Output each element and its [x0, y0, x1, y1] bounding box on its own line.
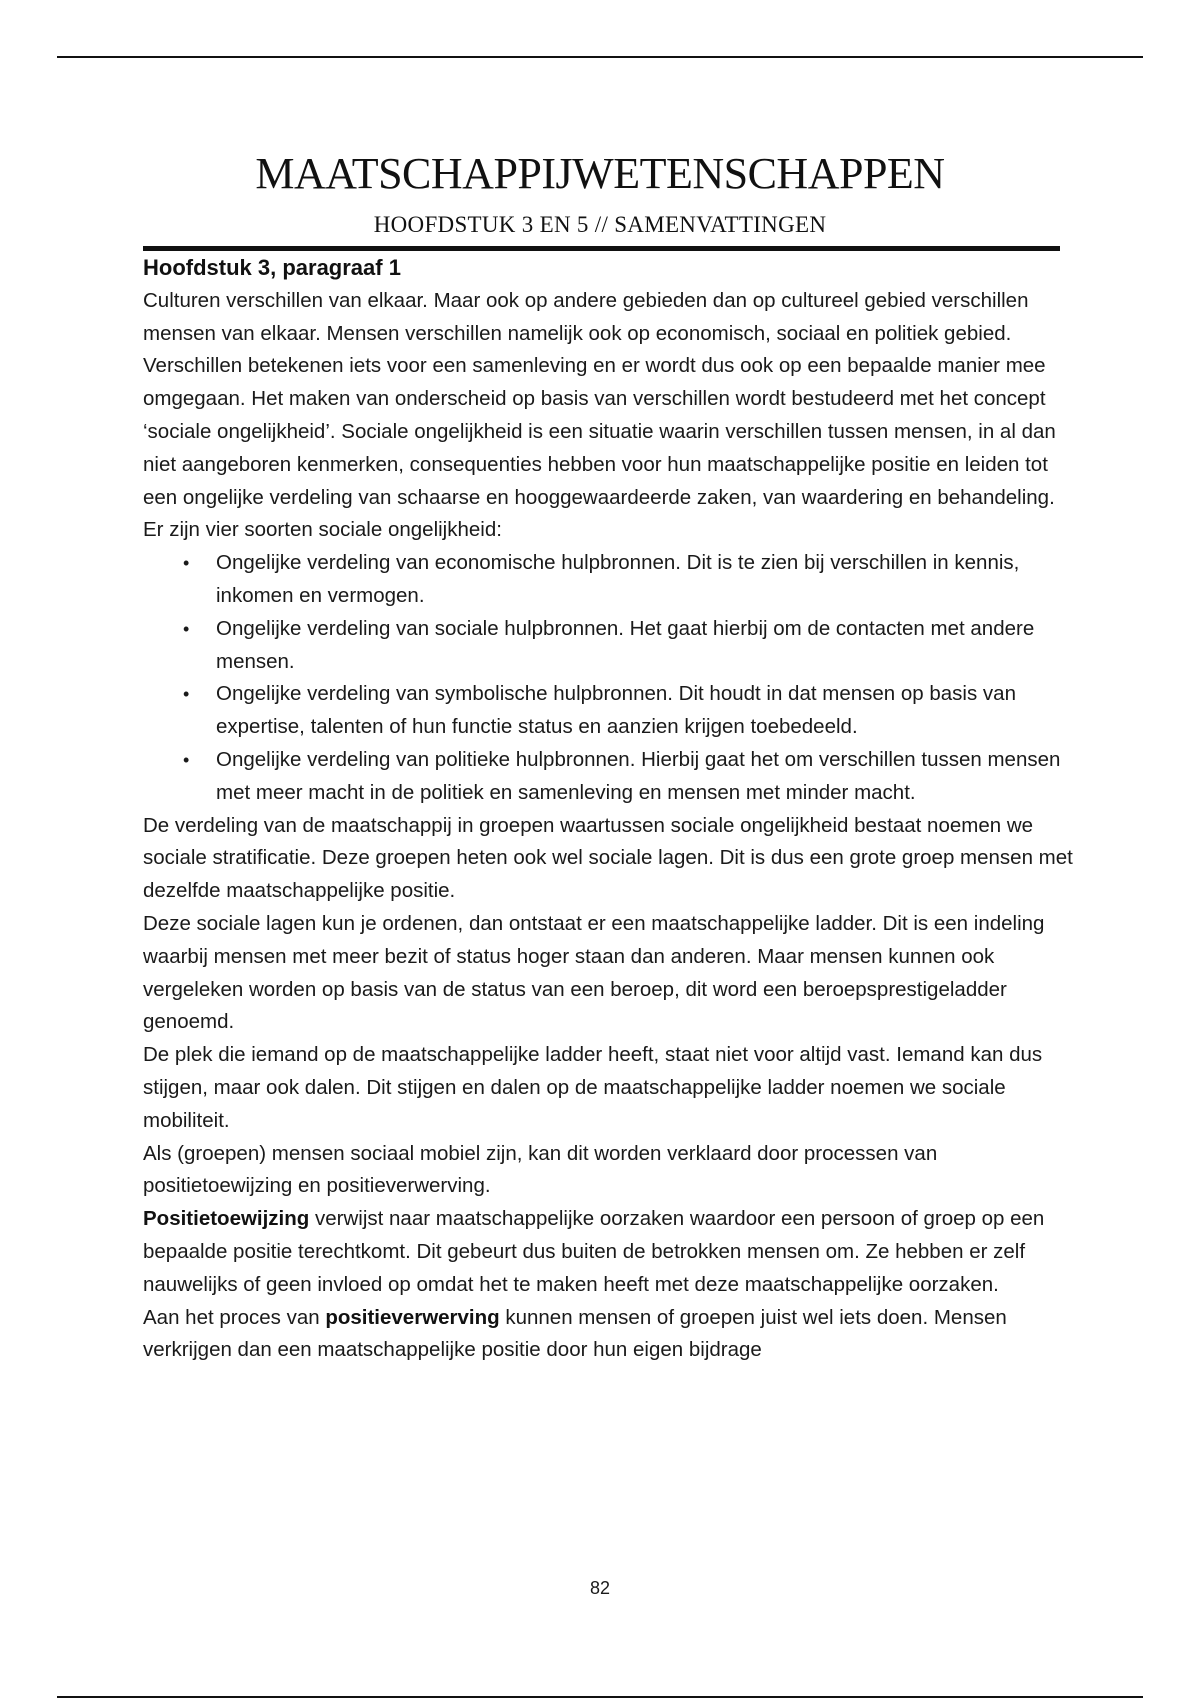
- title-block: [140, 148, 1060, 240]
- paragraph-mobiliteit: De plek die iemand op de maatschappelijke ladder heeft, staat niet voor altijd vast. Iemand kan dus stijgen, maar ook dalen. Dit stijgen en dalen op de maatschappelijke ladder noemen we sociale mobiliteit.: [143, 1043, 1043, 1132]
- list-item-text: Ongelijke verdeling van symbolische hulpbronnen. Dit houdt in dat mensen op basis van expertise, talenten of hun functie status en aanzien krijgen toebedeeld.: [216, 682, 1016, 739]
- paragraph-processen: Als (groepen) mensen sociaal mobiel zijn, kan dit worden verklaard door processen van positietoewijzing en positieverwerving.: [143, 1141, 938, 1198]
- top-rule: [57, 56, 1143, 58]
- list-item: [143, 547, 1073, 613]
- document-body: [143, 252, 1073, 1367]
- term-positietoewijzing: Positietoewijzing: [143, 1207, 310, 1231]
- paragraph-stratificatie: De verdeling van de maatschappij in groepen waartussen sociale ongelijkheid bestaat noemen we sociale stratificatie. Deze groepen heten ook wel sociale lagen. Dit is dus een grote groep mensen met dezelfde maatschappelijke positie.: [143, 813, 1073, 903]
- title-underline: [143, 246, 1060, 251]
- list-item-text: Ongelijke verdeling van politieke hulpbronnen. Hierbij gaat het om verschillen tussen mensen met meer macht in de politiek en samenleving en mensen met minder macht.: [216, 747, 1061, 804]
- list-item: [143, 678, 1073, 744]
- paragraph-positietoewijzing: [143, 1203, 1073, 1301]
- list-item-text: Ongelijke verdeling van economische hulpbronnen. Dit is te zien bij verschillen in kennis, inkomen en vermogen.: [216, 551, 1020, 607]
- positieverwerving-text-before: Aan het proces van: [143, 1305, 326, 1329]
- page-number: 82: [589, 1578, 611, 1598]
- bottom-rule: [57, 1696, 1143, 1698]
- paragraph-intro: Culturen verschillen van elkaar. Maar ook op andere gebieden dan op cultureel gebied verschillen mensen van elkaar. Mensen verschillen namelijk ook op economisch, sociaal en politiek gebied. Verschillen betekenen iets voor een samenleving en er wordt dus ook op een bepaalde manier mee omgegaan. Het maken van onderscheid op basis van verschillen wordt bestudeerd met het concept ‘sociale ongelijkheid’. Sociale ongelijkheid is een situatie waarin verschillen tussen mensen, in al dan niet aangeboren kenmerken, consequenties hebben voor hun maatschappelijke positie en leiden tot een ongelijke verdeling van schaarse en hooggewaardeerde zaken, van waardering en behandeling.: [143, 288, 1056, 509]
- section-heading: Hoofdstuk 3, paragraaf 1: [143, 255, 401, 280]
- term-positieverwerving: positieverwerving: [325, 1305, 500, 1329]
- list-item-text: Ongelijke verdeling van sociale hulpbronnen. Het gaat hierbij om de contacten met andere mensen.: [216, 616, 1035, 673]
- positietoewijzing-text: verwijst naar maatschappelijke oorzaken waardoor een persoon of groep op een bepaalde positie terechtkomt. Dit gebeurt dus buiten de betrokken mensen om. Ze hebben er zelf nauwelijks of geen invloed op omdat het te maken heeft met deze maatschappelijke oorzaken.: [143, 1207, 1045, 1296]
- document-subtitle: HOOFDSTUK 3 EN 5 // SAMENVATTINGEN: [373, 212, 827, 237]
- paragraph-list-intro: Er zijn vier soorten sociale ongelijkheid:: [143, 518, 502, 542]
- paragraph-positieverwerving: [143, 1302, 1073, 1368]
- bullet-icon: •: [183, 684, 190, 705]
- paragraph-ladder: Deze sociale lagen kun je ordenen, dan ontstaat er een maatschappelijke ladder. Dit is een indeling waarbij mensen met meer bezit of status hoger staan dan anderen. Maar mensen kunnen ook vergeleken worden op basis van de status van een beroep, dit word een beroepsprestigeladder genoemd.: [143, 911, 1045, 1034]
- bullet-icon: •: [183, 618, 190, 639]
- bullet-icon: •: [183, 553, 190, 574]
- document-title: MAATSCHAPPIJWETENSCHAPPEN: [255, 149, 945, 198]
- bullet-icon: •: [183, 749, 190, 770]
- list-item: [143, 744, 1073, 810]
- list-item: [143, 613, 1073, 679]
- bullet-list: [143, 547, 1073, 809]
- positieverwerving-text-after: kunnen mensen of groepen juist wel iets doen. Mensen verkrijgen dan een maatschappelijke positie door hun eigen bijdrage: [143, 1305, 1007, 1362]
